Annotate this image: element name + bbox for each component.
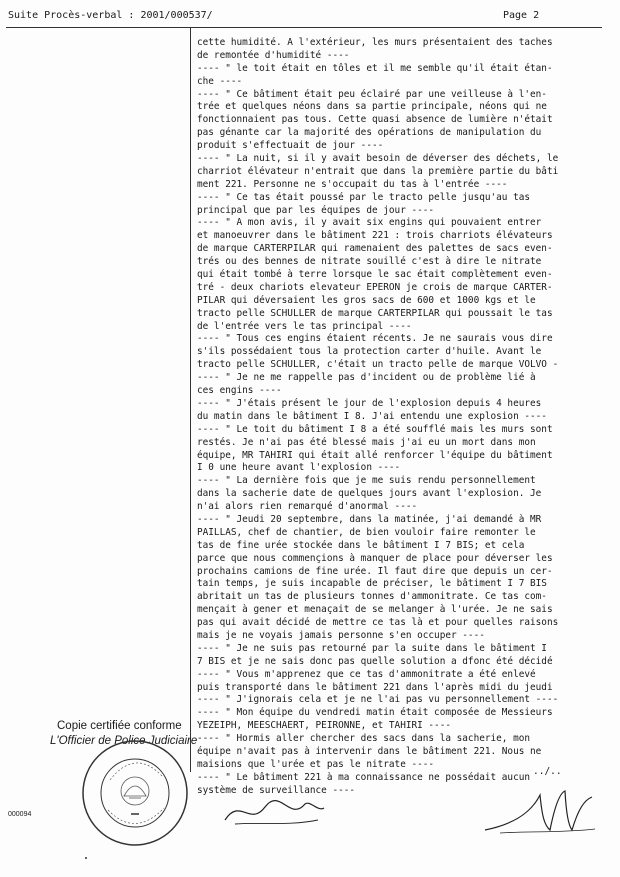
text-line: ---- " A mon avis, il y avait six engins qui pouvaient entrer [197, 217, 542, 229]
text-line: système de surveillance ---- [197, 784, 356, 796]
text-line: YEZEIPH, MEESCHAERT, PEIRONNE, et TAHIRI ---- [197, 720, 451, 732]
text-line: PAILLAS, chef de chantier, de bien vouloir faire remonter le [197, 526, 536, 538]
text-line: du matin dans le bâtiment I 8. J'ai entendu une explosion ---- [197, 410, 547, 422]
text-line: mençait à gener et menaçait de se melanger à l'urée. Je ne sais [197, 604, 553, 616]
text-line: ---- " La nuit, si il y avait besoin de déverser des déchets, le [197, 153, 559, 165]
text-line: trée et quelques néons dans sa partie principale, néons qui ne [197, 101, 547, 113]
signature-left [220, 792, 330, 832]
text-line: qui était tombé à terre lorsque le sac était complètement even- [197, 269, 553, 281]
text-line: pas génante car la majorité des opérations de manipulation du [197, 127, 542, 139]
header-rule [6, 27, 602, 28]
text-line: trés ou des bennes de nitrate souillé c'est à dire le nitrate [197, 256, 542, 268]
text-line: s'ils possédaient tous la protection carter d'huile. Avant le [197, 346, 542, 358]
signature-right [480, 785, 600, 840]
document-number: 000094 [8, 811, 32, 818]
text-line: ---- " Jeudi 20 septembre, dans la matinée, j'ai demandé à MR [197, 513, 542, 525]
text-line: ---- " Le toit du bâtiment I 8 a été soufflé mais les murs sont [197, 423, 553, 435]
text-line: restés. Je n'ai pas été blessé mais j'ai eu un mort dans mon [197, 436, 536, 448]
header-page-number: Page 2 [503, 10, 540, 21]
police-stamp [80, 738, 190, 848]
text-line: 7 BIS et je ne sais donc pas quelle solution a dfonc été décidé [197, 655, 553, 667]
text-line: ---- " Le bâtiment 221 à ma connaissance ne possédait aucun [197, 771, 531, 783]
text-line: ---- " La dernière fois que je me suis rendu personnellement [197, 475, 536, 487]
text-line: équipe, MR TAHIRI qui était allé renforcer l'équipe du bâtiment [197, 449, 553, 461]
text-line: ---- " Hormis aller chercher des sacs dans la sacherie, mon [197, 733, 531, 745]
certification-line-2: L'Officier de Police Judiciaire [50, 735, 198, 747]
text-line: puis transporté dans le bâtiment 221 dans l'après midi du jeudi [197, 681, 553, 693]
text-line: de remontée d'humidité ---- [197, 49, 350, 61]
text-line: maisions que l'urée et pas le nitrate ---- [197, 758, 435, 770]
text-line: ---- " Je ne me rappelle pas d'incident ou de problème lié à [197, 372, 536, 384]
text-line: ---- " Mon équipe du vendredi matin était composée de Messieurs [197, 707, 553, 719]
text-line: PILAR qui déversaient les gros sacs de 600 et 1000 kgs et le [197, 294, 536, 306]
text-line: abritait un tas de plusieurs tonnes d'ammonitrate. Ce tas com- [197, 591, 547, 603]
text-line: tracto pelle SCHULLER de marque CARTERPILAR qui poussait le tas [197, 307, 553, 319]
page-speck [85, 857, 87, 859]
text-line: pas qui avait décidé de mettre ce tas là et pour quelles raisons [197, 617, 559, 629]
text-line: tré - deux chariots elevateur EPERON je crois de marque CARTER- [197, 281, 553, 293]
text-line: produit s'effectuait de jour ---- [197, 140, 384, 152]
text-line: ---- " J'étais présent le jour de l'explosion depuis 4 heures [197, 397, 542, 409]
text-line: tas de fine urée stockée dans le bâtiment I 7 BIS; et cela [197, 539, 525, 551]
text-line: ---- " Tous ces engins étaient récents. Je ne saurais vous dire [197, 333, 553, 345]
statement-body [197, 37, 597, 798]
margin-line [190, 28, 191, 772]
text-line: de l'entrée vers le tas principal ---- [197, 320, 412, 332]
continuation-mark: ../.. [533, 766, 562, 777]
text-line: ---- " Ce tas était poussé par le tracto pelle jusqu'au tas [197, 191, 531, 203]
text-line: I 0 une heure avant l'explosion ---- [197, 462, 401, 474]
text-line: et manoeuvrer dans le bâtiment 221 : trois charriots élévateurs [197, 230, 553, 242]
text-line: tain temps, je suis incapable de préciser, le bâtiment I 7 BIS [197, 578, 547, 590]
text-line: che ---- [197, 75, 243, 87]
text-line: équipe n'avait pas à intervenir dans le bâtiment 221. Nous ne [197, 745, 542, 757]
text-line: parce que nous commençions à manquer de place pour déverser les [197, 552, 553, 564]
text-line: charriot élévateur n'entrait que dans la première partie du bâti [197, 165, 559, 177]
text-line: dans la sacherie date de quelques jours avant l'explosion. Je [197, 488, 542, 500]
text-line: ---- " Ce bâtiment était peu éclairé par une veilleuse à l'en- [197, 88, 547, 100]
text-line: cette humidité. A l'extérieur, les murs présentaient des taches [197, 37, 553, 48]
text-line: principal que par les équipes de jour ---- [197, 204, 435, 216]
text-line: ces engins ---- [197, 385, 282, 397]
text-line: tracto pelle SCHULLER, c'était un tracto pelle de marque VOLVO - [197, 359, 559, 371]
text-line: ---- " J'ignorais cela et je ne l'ai pas vu personnellement ---- [197, 694, 559, 706]
certification-line-1: Copie certifiée conforme [57, 720, 182, 732]
header-reference: Suite Procès-verbal : 2001/000537/ [8, 10, 213, 21]
text-line: n'ai alors rien remarqué d'anormal ---- [197, 501, 418, 513]
text-line: ---- " Vous m'apprenez que ce tas d'ammonitrate a été enlevé [197, 668, 536, 680]
text-line: mais je ne voyais jamais personne s'en occuper ---- [197, 629, 485, 641]
text-line: de marque CARTERPILAR qui ramenaient des palettes de sacs even- [197, 243, 553, 255]
text-line: ---- " Je ne suis pas retourné par la suite dans le bâtiment I [197, 642, 547, 654]
text-line: ment 221. Personne ne s'occupait du tas à l'entrée ---- [197, 178, 508, 190]
text-line: prochains camions de fine urée. Il faut dire que depuis un cer- [197, 565, 553, 577]
text-line: fonctionnaient pas tous. Cette quasi absence de lumière n'était [197, 114, 553, 126]
text-line: ---- " le toit était en tôles et il me semble qu'il était étan- [197, 62, 553, 74]
